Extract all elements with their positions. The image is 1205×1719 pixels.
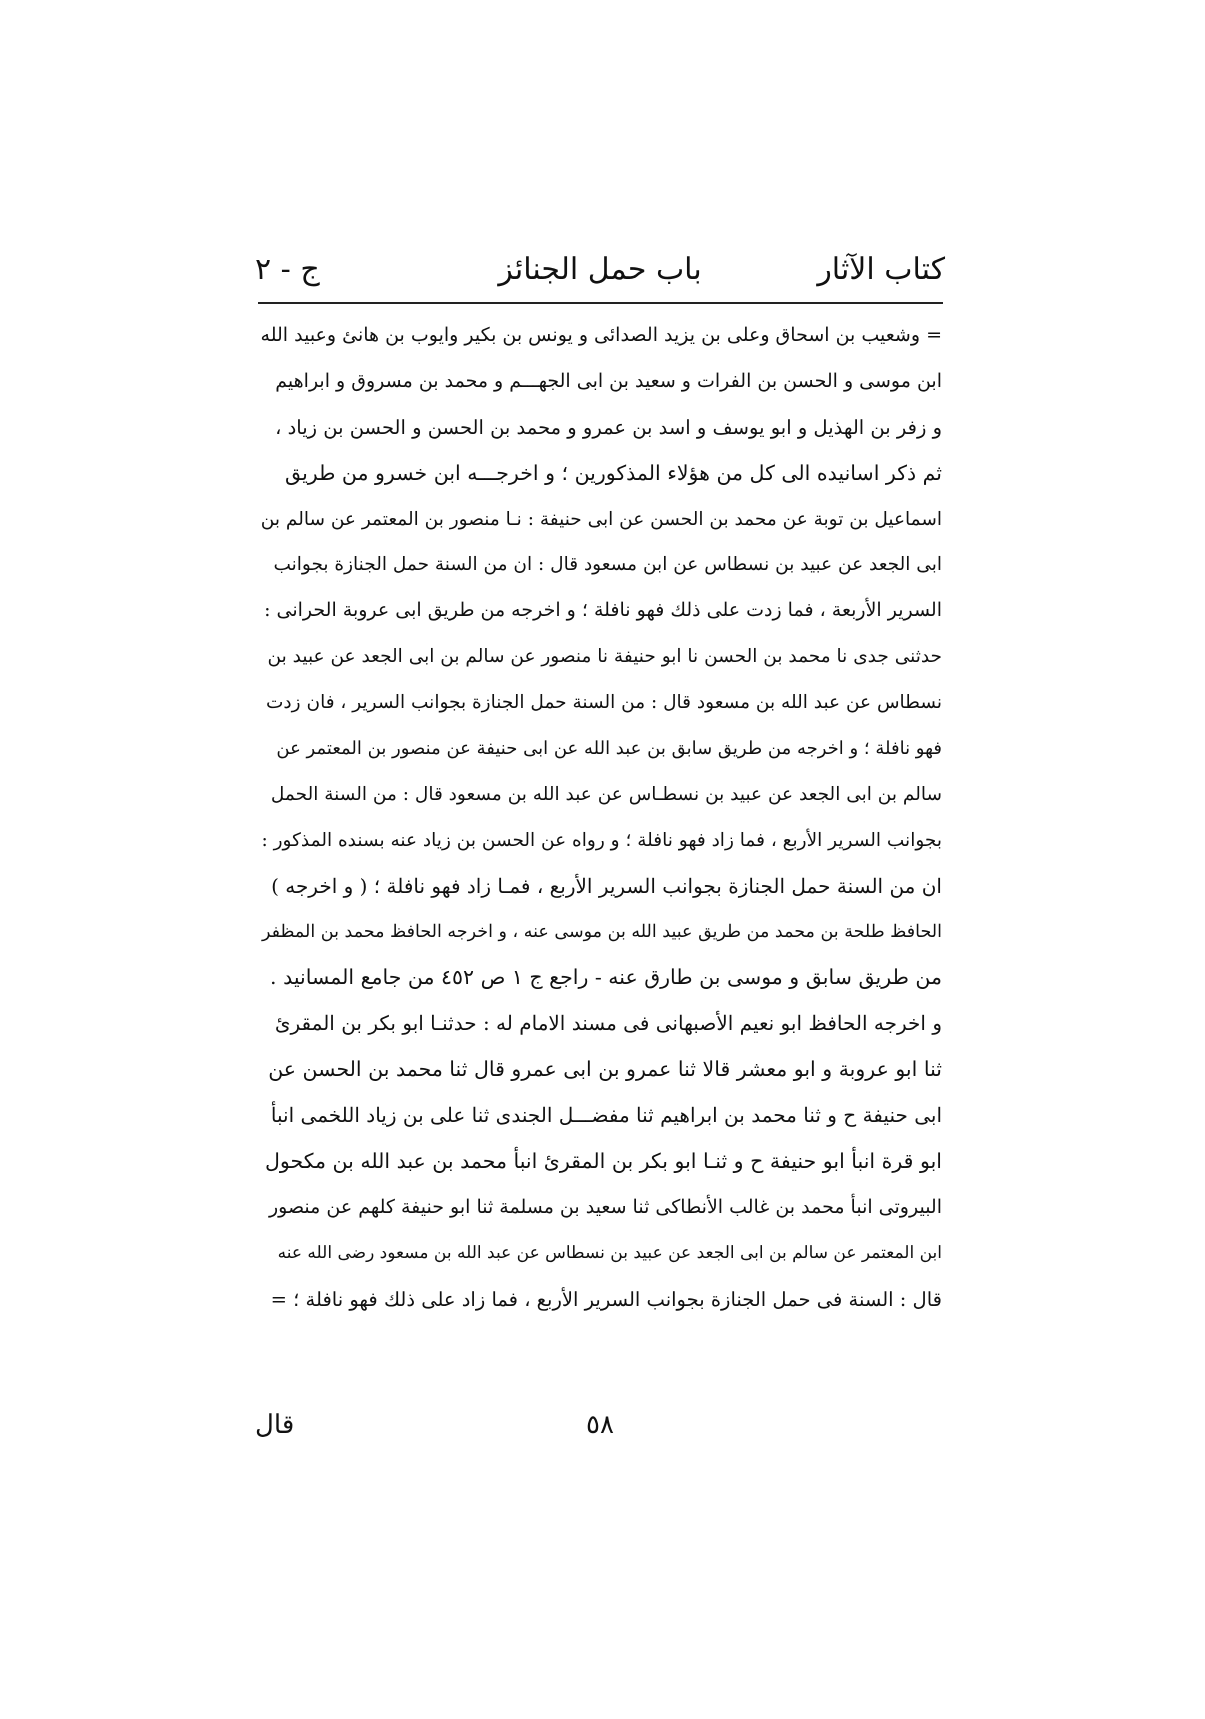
text-line: ثم ذكر اسانيده الى كل من هؤلاء المذكورين ؛ و اخرجـــه ابن خسرو من طريق [284, 460, 942, 485]
header-rule [258, 302, 943, 304]
text-line: نسطاس عن عبد الله بن مسعود قال : من السنة حمل الجنازة بجوانب السرير ، فان زدت [266, 692, 942, 714]
text-line: من طريق سابق و موسى بن طارق عنه - راجع ج ١ ص ٤٥٢ من جامع المسانيد . [270, 965, 942, 990]
volume-label: ج - ٢ [255, 252, 320, 287]
catchword: قال [255, 1410, 295, 1440]
text-line: سالم بن ابى الجعد عن عبيد بن نسطـاس عن عبد الله بن مسعود قال : من السنة الحمل [270, 783, 942, 805]
text-line: قال : السنة فى حمل الجنازة بجوانب السرير الأربع ، فما زاد على ذلك فهو نافلة ؛ = [270, 1287, 942, 1311]
text-line: ان من السنة حمل الجنازة بجوانب السرير الأربع ، فمـا زاد فهو نافلة ؛ ( و اخرجه ) [271, 873, 942, 898]
text-line: فهو نافلة ؛ و اخرجه من طريق سابق بن عبد الله عن ابى حنيفة عن منصور بن المعتمر عن [276, 738, 942, 760]
text-line: اسماعيل بن توبة عن محمد بن الحسن عن ابى حنيفة : نـا منصور بن المعتمر عن سالم بن [260, 508, 942, 530]
chapter-title: باب حمل الجنائز [498, 252, 702, 287]
text-line: ابن موسى و الحسن بن الفرات و سعيد بن ابى الجهـــم و محمد بن مسروق و ابراهيم [275, 369, 942, 392]
book-title: كتاب الآثار [817, 252, 945, 287]
running-header [255, 248, 945, 298]
text-line: البيروتى انبأ محمد بن غالب الأنطاكى ثنا سعيد بن مسلمة ثنا ابو حنيفة كلهم عن منصور [268, 1195, 942, 1218]
text-line: ثنا ابو عروبة و ابو معشر قالا ثنا عمرو بن ابى عمرو قال ثنا محمد بن الحسن عن [268, 1057, 942, 1082]
text-line: حدثنى جدى نا محمد بن الحسن نا ابو حنيفة نا منصور عن سالم بن ابى الجعد عن عبيد بن [267, 646, 942, 668]
page-number: ٥٨ [586, 1410, 614, 1440]
text-line: بجوانب السرير الأربع ، فما زاد فهو نافلة ؛ و رواه عن الحسن بن زياد عنه بسنده المذكور : [261, 829, 942, 851]
text-line: = وشعيب بن اسحاق وعلى بن يزيد الصدائى و يونس بن بكير وايوب بن هانئ وعبيد الله [260, 324, 942, 346]
text-line: ابى الجعد عن عبيد بن نسطاس عن ابن مسعود قال : ان من السنة حمل الجنازة بجوانب [273, 554, 942, 576]
text-line: السرير الأربعة ، فما زدت على ذلك فهو نافلة ؛ و اخرجه من طريق ابى عروبة الحرانى : [264, 599, 942, 622]
text-line: ابو قرة انبأ ابو حنيفة ح و ثنـا ابو بكر بن المقرئ انبأ محمد بن عبد الله بن مكحول [264, 1149, 942, 1174]
text-line: و اخرجه الحافظ ابو نعيم الأصبهانى فى مسند الامام له : حدثنـا ابو بكر بن المقرئ [274, 1011, 942, 1036]
body-text [260, 313, 942, 1323]
text-line: و زفر بن الهذيل و ابو يوسف و اسد بن عمرو و محمد بن الحسن و الحسن بن زياد ، [275, 415, 942, 439]
text-line: ابى حنيفة ح و ثنا محمد بن ابراهيم ثنا مفضـــل الجندى ثنا على بن زياد اللخمى انبأ [270, 1103, 942, 1128]
page-footer [255, 1410, 945, 1454]
text-line: الحافظ طلحة بن محمد من طريق عبيد الله بن موسى عنه ، و اخرجه الحافظ محمد بن المظفر [262, 921, 942, 942]
text-line: ابن المعتمر عن سالم بن ابى الجعد عن عبيد بن نسطاس عن عبد الله بن مسعود رضى الله عنه [277, 1242, 942, 1263]
